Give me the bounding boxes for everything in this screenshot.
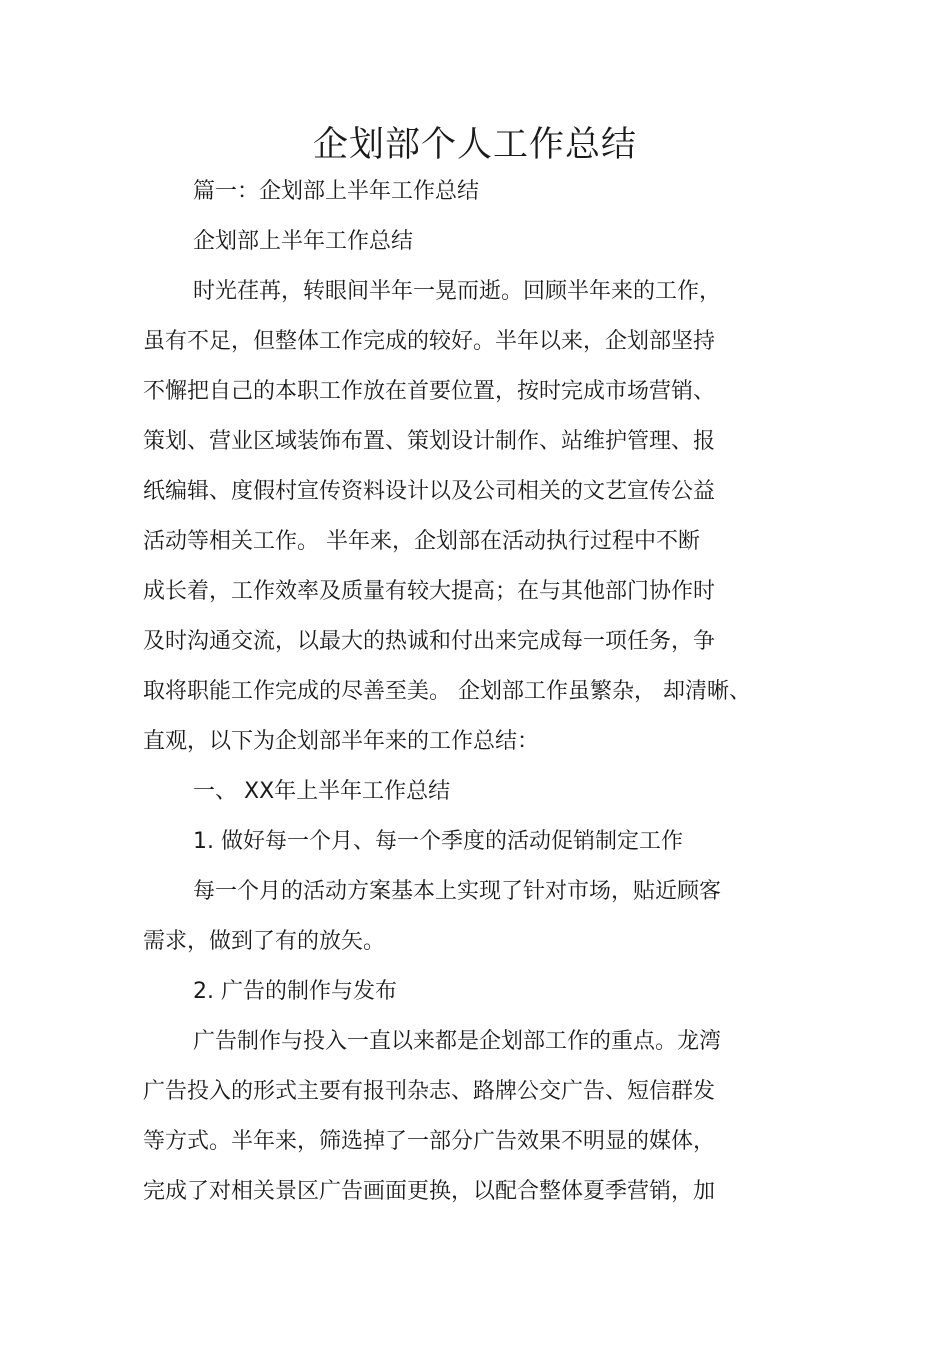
- paragraph-line: 活动等相关工作。 半年来，企划部在活动执行过程中不断: [143, 529, 700, 554]
- subheading: 企划部上半年工作总结: [193, 229, 414, 254]
- document-title: 企划部个人工作总结: [312, 125, 637, 165]
- paragraph-line: 直观，以下为企划部半年来的工作总结：: [143, 729, 540, 754]
- paragraph-line: 等方式。半年来，筛选掉了一部分广告效果不明显的媒体，: [143, 1129, 716, 1154]
- paragraph-line: 纸编辑、度假村宣传资料设计以及公司相关的文艺宣传公益: [143, 479, 716, 504]
- paragraph-line: 广告制作与投入一直以来都是企划部工作的重点。龙湾: [193, 1029, 722, 1054]
- paragraph-line: 每一个月的活动方案基本上实现了针对市场，贴近顾客: [193, 879, 722, 904]
- paragraph-line: 及时沟通交流，以最大的热诚和付出来完成每一项任务，争: [143, 629, 716, 654]
- paragraph-line: 虽有不足，但整体工作完成的较好。半年以来，企划部坚持: [143, 329, 716, 354]
- section-heading: 篇一：企划部上半年工作总结: [193, 179, 480, 204]
- list-item-heading: 2. 广告的制作与发布: [193, 979, 397, 1004]
- paragraph-line: 需求，做到了有的放矢。: [143, 929, 386, 954]
- paragraph-line: 完成了对相关景区广告画面更换，以配合整体夏季营销，加: [143, 1179, 716, 1204]
- paragraph-line: 策划、营业区域装饰布置、策划设计制作、站维护管理、报: [143, 429, 716, 454]
- paragraph-line: 广告投入的形式主要有报刊杂志、路牌公交广告、短信群发: [143, 1079, 716, 1104]
- paragraph-line: 时光荏苒，转眼间半年一晃而逝。回顾半年来的工作，: [193, 279, 722, 304]
- section-heading: 一、 XX年上半年工作总结: [193, 779, 451, 804]
- paragraph-line: 不懈把自己的本职工作放在首要位置，按时完成市场营销、: [143, 379, 716, 404]
- paragraph-line: 成长着，工作效率及质量有较大提高；在与其他部门协作时: [143, 579, 716, 604]
- list-item-heading: 1. 做好每一个月、每一个季度的活动促销制定工作: [193, 829, 683, 854]
- paragraph-line: 取将职能工作完成的尽善至美。 企划部工作虽繁杂， 却清晰、: [143, 679, 751, 704]
